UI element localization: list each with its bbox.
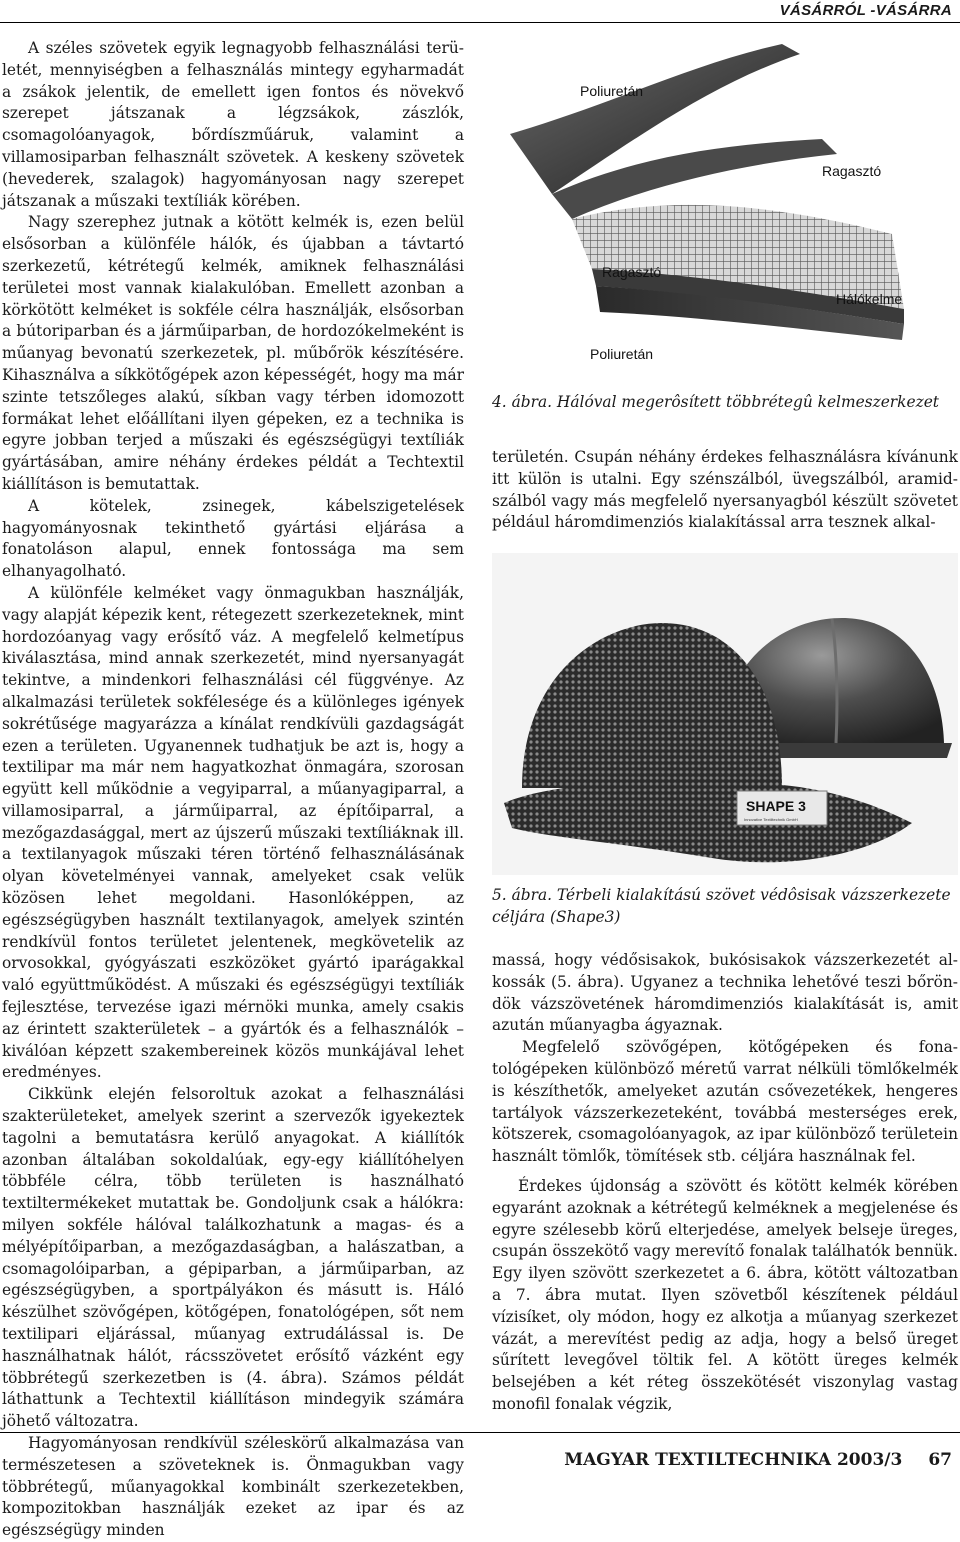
- label-ragaszto-right: Ragasztó: [822, 163, 882, 179]
- page-number: 67: [928, 1450, 952, 1470]
- paragraph: massá, hogy védősisakok, bukósisakok vázszerkezetét alkossák (5. ábra). Ugyanez a technika lehetővé teszi bőröndök vázszövetének háromdimenziós kialakítását is, amit azután műanyagba ágyaznak.: [492, 951, 958, 1035]
- label-poliuretan-bottom: Poliuretán: [590, 346, 654, 362]
- paragraph: Érdekes újdonság a szövött és kötött kelmék körében egyaránt azoknak a kétrétegű kelméknek a megjelenése és egyre szélesebb körű elterjedése, amelyek belseje üreges, csupán összekötő vagy merevítő fonalak találhatók bennük. Egy ilyen szövött szerkezetet a 6. ábra, kötött változatban a 7. ábra mutat. Ilyen szövetből készítenek például vízisíket, oly módon, hogy ez alkotja a műanyag szerkezet vázát, a merevítést pedig az adja, hogy a belső üreget sűrített levegővel töltik fel. A kötött üreges kelmék belsejében a két réteg összekötését viszonylag vastag monofil fonalak végzik,: [492, 1176, 958, 1413]
- layered-fabric-illustration: [492, 44, 958, 384]
- paragraph: Hagyományosan rendkívül széleskörű alkalmazása van természetesen a szöveteknek is. Önmagukban vagy többrétegű, műanyagokkal kombinált szerkezetekben, kompozitokban használják ezeket az ipar és az egészségügy minden: [2, 1434, 464, 1540]
- paragraph: A különféle kelméket vagy önmagukban használják, vagy alapját képezik kent, rétegezett szerkezeteknek, mint hordozóanyag vagy erősítő váz. A megfelelő kelmetípus kiválasztása, mind annak szerkezetét, mind nyersanyagát tekintve, a mindenkori felhasználási cél függvénye. Az alkalmazási területek sokfélesége és a különleges igények sokrétűsége magyarázza a kínálat rendkívüli gazdagságát ezen a területen. Ugyanennek tudhatjuk be azt is, hogy a textilipar ma már nem hagyatkozhat önmagára, szorosan együtt kell működnie a vegyiparral, a műanyagiparral, a villamosiparral, a járműiparral, az építőiparral, a mezőgazdasággal, mert az újszerű műszaki textíliáknak ill. a textilanyagok műszaki téren történő felhasználásának olyan követelményei vannak, amelyeket csak velük közösen lehet megoldani. Hasonlóképpen, az egészségügyben használt textilanyagok, amelyek szintén rendkívül fontos területet jelentenek, megkövetelik az orvosokkal, gyógyászati eszközöket gyártó iparágakkal való együttműködést. A műszaki és egészségügyi textíliák fejlesztése, tervezése igazi mérnöki munka, amely csakis az érintett szakterületek – a gyártók és a felhasználók – kiválóan képzett szakembereinek közös munkájával lehet eredményes.: [2, 583, 464, 1082]
- figure-4-caption: 4. ábra. Hálóval megerôsített többrétegû kelmeszerkezet: [492, 393, 939, 411]
- paragraph: Megfelelő szövőgépen, kötőgépeken és fonatológépeken különböző méretű varrat nélküli tömlőkelmék is készíthetők, amelyeket azután csővezetékek, hengeres tartályok vázszerkezeteként, továbbá mesterséges erek, kötszerek, csomagolóanyagok, az ipar különböző területein használt tömlők, tömítések stb. céljára használnak fel.: [492, 1038, 958, 1166]
- paragraph: területén. Csupán néhány érdekes felhasználásra kívánunk itt külön is utalni. Egy szénszálból, üvegszálból, aramidszálból vagy más megfelelő nyersanyagból készült szövetet például háromdimenziós kialakítással arra tesznek alkal-: [492, 448, 958, 532]
- label-halokelme: Hálókelme: [836, 291, 903, 307]
- footer: [564, 1450, 952, 1470]
- left-column: [2, 38, 464, 1542]
- paragraph: A széles szövetek egyik legnagyobb felhasználási területét, mennyiségben a felhasználás mintegy egyharmadát a zsákok jelentik, de emellett igen fontos és növekvő szerepet játszanak a légzsákok, zászlók, csomagolóanyagok, bőrdíszműáruk, valamint a villamosiparban felhasznált szövetek. A keskeny szövetek (hevederek, szalagok) hagyományosan nagy szerepet játszanak a műszaki textíliák körében.: [2, 39, 464, 210]
- figure-5-caption: 5. ábra. Térbeli kialakítású szövet védôsisak vázszerkezete céljára (Shape3): [492, 886, 951, 926]
- footer-rule: [0, 1432, 960, 1433]
- paragraph: Nagy szerephez jutnak a kötött kelmék is, ezen belül elsősorban a különféle hálók, és újabban a távtartó szerkezetű, kétrétegű kelmék, amiknek felhasználási területei most vannak kialakulóban. Emellett azonban a körkötött kelméket is sokféle célra használják, elsősorban a bútoriparban és a járműiparban, de hordozókelmeként is műanyag bevonatú szerkezetek, pl. műbőrök készítésére. Kihasználva a síkkötőgépek azon képességét, hogy ma már szinte tetszőleges alakú, síkban vagy térben idomozott formákat lehet előállítani ilyen gépeken, ez a technika is egyre jobban terjed a műszaki és egészségügyi textíliák gyártásában, amire néhány érdekes példát a Techtextil kiállításon is bemutattak.: [2, 213, 464, 493]
- helmet-photo: [492, 553, 958, 875]
- label-ragaszto-left: Ragasztó: [602, 264, 662, 280]
- paragraph: A kötelek, zsinegek, kábelszigetelések hagyományosnak tekinthető gyártási eljárása a fonatoláson alapul, ennek fontossága ma sem elhanyagolható.: [2, 496, 464, 581]
- label-poliuretan-top: Poliuretán: [580, 83, 644, 99]
- journal-name: MAGYAR TEXTILTECHNIKA 2003/3: [564, 1450, 903, 1470]
- figure-5: [492, 553, 958, 875]
- shape3-sublabel: Innovative Textiltechnik GmbH: [744, 817, 798, 822]
- shape3-label: SHAPE 3: [746, 798, 806, 814]
- paragraph: Cikkünk elején felsoroltuk azokat a felhasználási szakterületeket, amelyek szerint a szervezők igyekeztek tagolni a bemutatásra kerülő anyagokat. A kiállítók azonban általában sokoldalúak, egy-egy kiállítóhelyen többféle célra, több területen is használható textiltermékeket mutattak be. Gondoljunk csak a hálókra: milyen sokféle hálóval találkozhatunk a magas- és a mélyépítőiparban, a mezőgazdaságban, a halászatban, a csomagolóiparban, a gépiparban, a járműiparban, az egészségügyben, a sportpályákon és másutt is. Háló készülhet szövőgépen, kötőgépen, fonatológépen, sőt nem textilipari eljárással, műanyag extrudálással is. De használhatnak hálót, rácsszövetet erősítő vázként egy többrétegű szerkezetben is (4. ábra). Számos példát láthattunk a Techtextil kiállításon mindegyik számára jöhető változatra.: [2, 1085, 464, 1431]
- header-rule: [0, 22, 960, 23]
- section-label: VÁSÁRRÓL -VÁSÁRRA: [779, 2, 952, 19]
- right-text-bottom: [492, 950, 958, 1416]
- right-text-top: [492, 447, 958, 534]
- figure-4: [492, 44, 958, 414]
